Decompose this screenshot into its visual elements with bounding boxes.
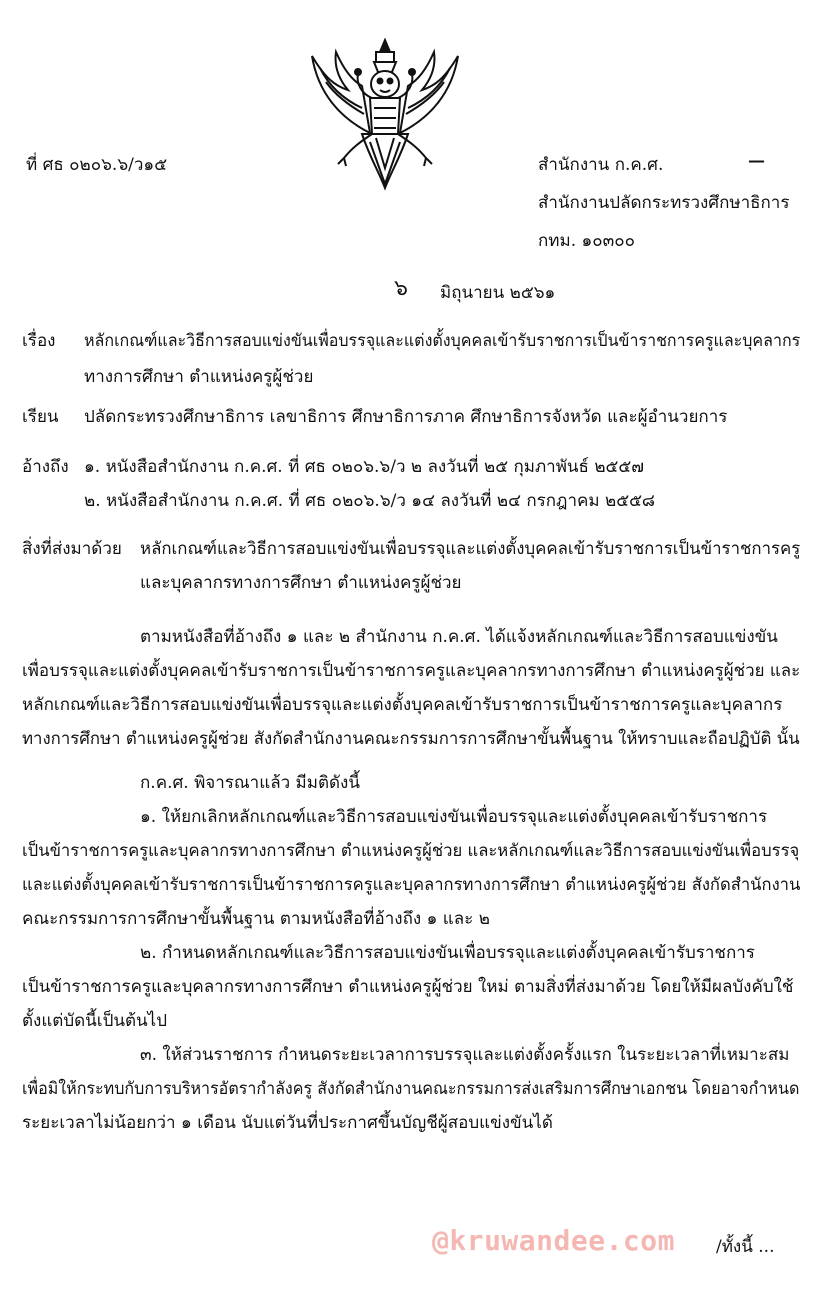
enclosure-label: สิ่งที่ส่งมาด้วย bbox=[22, 539, 122, 559]
reference-item-2: ๒. หนังสือสำนักงาน ก.ค.ศ. ที่ ศธ ๐๒๐๖.๖/ว ๑๔ ลงวันที่ ๒๔ กรกฎาคม ๒๕๕๘ bbox=[84, 491, 656, 511]
item1-line-3: และแต่งตั้งบุคคลเข้ารับราชการเป็นข้าราชการครูและบุคลากรทางการศึกษา ตำแหน่งครูผู้ช่วย สังกัดสำนักงาน bbox=[22, 875, 801, 895]
item3-line-2: เพื่อมิให้กระทบกับการบริหารอัตรากำลังครู สังกัดสำนักงานคณะกรรมการส่งเสริมการศึกษาเอกชน โดยอาจกำหนด bbox=[22, 1079, 800, 1099]
salutation-label: เรียน bbox=[22, 407, 59, 427]
watermark-text: @kruwandee.com bbox=[432, 1224, 676, 1257]
item3-line-1: ๓. ให้ส่วนราชการ กำหนดระยะเวลาการบรรจุและแต่งตั้งครั้งแรก ในระยะเวลาที่เหมาะสม bbox=[140, 1045, 790, 1065]
garuda-emblem-icon bbox=[300, 38, 470, 198]
reference-item-1: ๑. หนังสือสำนักงาน ก.ค.ศ. ที่ ศธ ๐๒๐๖.๖/ว ๒ ลงวันที่ ๒๕ กุมภาพันธ์ ๒๕๕๗ bbox=[84, 457, 645, 477]
body-p1-line-1: ตามหนังสือที่อ้างถึง ๑ และ ๒ สำนักงาน ก.ค.ศ. ได้แจ้งหลักเกณฑ์และวิธีการสอบแข่งขัน bbox=[140, 627, 778, 647]
subject-line-1: หลักเกณฑ์และวิธีการสอบแข่งขันเพื่อบรรจุและแต่งตั้งบุคคลเข้ารับราชการเป็นข้าราชการครูและบุคลากร bbox=[84, 331, 801, 351]
item1-line-4: คณะกรรมการการศึกษาขั้นพื้นฐาน ตามหนังสือที่อ้างถึง ๑ และ ๒ bbox=[22, 909, 490, 929]
item1-line-2: เป็นข้าราชการครูและบุคลากรทางการศึกษา ตำแหน่งครูผู้ช่วย และหลักเกณฑ์และวิธีการสอบแข่งขันเพื่อบรรจุ bbox=[22, 841, 800, 861]
salutation-text: ปลัดกระทรวงศึกษาธิการ เลขาธิการ ศึกษาธิการภาค ศึกษาธิการจังหวัด และผู้อำนวยการ bbox=[84, 407, 728, 427]
office-department: สำนักงานปลัดกระทรวงศึกษาธิการ bbox=[538, 193, 790, 213]
date-month-year: มิถุนายน ๒๕๖๑ bbox=[440, 283, 556, 303]
reference-number: ที่ ศธ ๐๒๐๖.๖/ว๑๕ bbox=[26, 155, 168, 175]
item2-line-3: ตั้งแต่บัดนี้เป็นต้นไป bbox=[22, 1011, 168, 1031]
item2-line-1: ๒. กำหนดหลักเกณฑ์และวิธีการสอบแข่งขันเพื่อบรรจุและแต่งตั้งบุคคลเข้ารับราชการ bbox=[140, 943, 755, 963]
body-p1-line-4: ทางการศึกษา ตำแหน่งครูผู้ช่วย สังกัดสำนักงานคณะกรรมการการศึกษาขั้นพื้นฐาน ให้ทราบและถือปฏิบัติ นั้น bbox=[22, 729, 800, 749]
body-p1-line-2: เพื่อบรรจุและแต่งตั้งบุคคลเข้ารับราชการเป็นข้าราชการครูและบุคลากรทางการศึกษา ตำแหน่งครูผู้ช่วย และ bbox=[22, 661, 801, 681]
item1-line-1: ๑. ให้ยกเลิกหลักเกณฑ์และวิธีการสอบแข่งขันเพื่อบรรจุและแต่งตั้งบุคคลเข้ารับราชการ bbox=[140, 807, 768, 827]
body-p2: ก.ค.ศ. พิจารณาแล้ว มีมติดังนี้ bbox=[140, 773, 360, 793]
reference-label: อ้างถึง bbox=[22, 457, 69, 477]
header-dash: — bbox=[748, 151, 765, 171]
office-name: สำนักงาน ก.ค.ศ. bbox=[538, 155, 664, 175]
item3-line-3: ระยะเวลาไม่น้อยกว่า ๑ เดือน นับแต่วันที่ประกาศขึ้นบัญชีผู้สอบแข่งขันได้ bbox=[22, 1113, 553, 1133]
subject-label: เรื่อง bbox=[22, 331, 56, 351]
continuation-marker: /ทั้งนี้ ... bbox=[716, 1237, 775, 1257]
date-day: ๖ bbox=[394, 276, 408, 301]
enclosure-line-1: หลักเกณฑ์และวิธีการสอบแข่งขันเพื่อบรรจุและแต่งตั้งบุคคลเข้ารับราชการเป็นข้าราชการครู bbox=[140, 539, 801, 559]
body-p1-line-3: หลักเกณฑ์และวิธีการสอบแข่งขันเพื่อบรรจุและแต่งตั้งบุคคลเข้ารับราชการเป็นข้าราชการครูและบุคลากร bbox=[22, 695, 783, 715]
subject-line-2: ทางการศึกษา ตำแหน่งครูผู้ช่วย bbox=[84, 367, 314, 387]
item2-line-2: เป็นข้าราชการครูและบุคลากรทางการศึกษา ตำแหน่งครูผู้ช่วย ใหม่ ตามสิ่งที่ส่งมาด้วย โดยให้มีผลบังคับใช้ bbox=[22, 977, 794, 997]
office-postcode: กทม. ๑๐๓๐๐ bbox=[538, 231, 636, 251]
enclosure-line-2: และบุคลากรทางการศึกษา ตำแหน่งครูผู้ช่วย bbox=[140, 573, 462, 593]
